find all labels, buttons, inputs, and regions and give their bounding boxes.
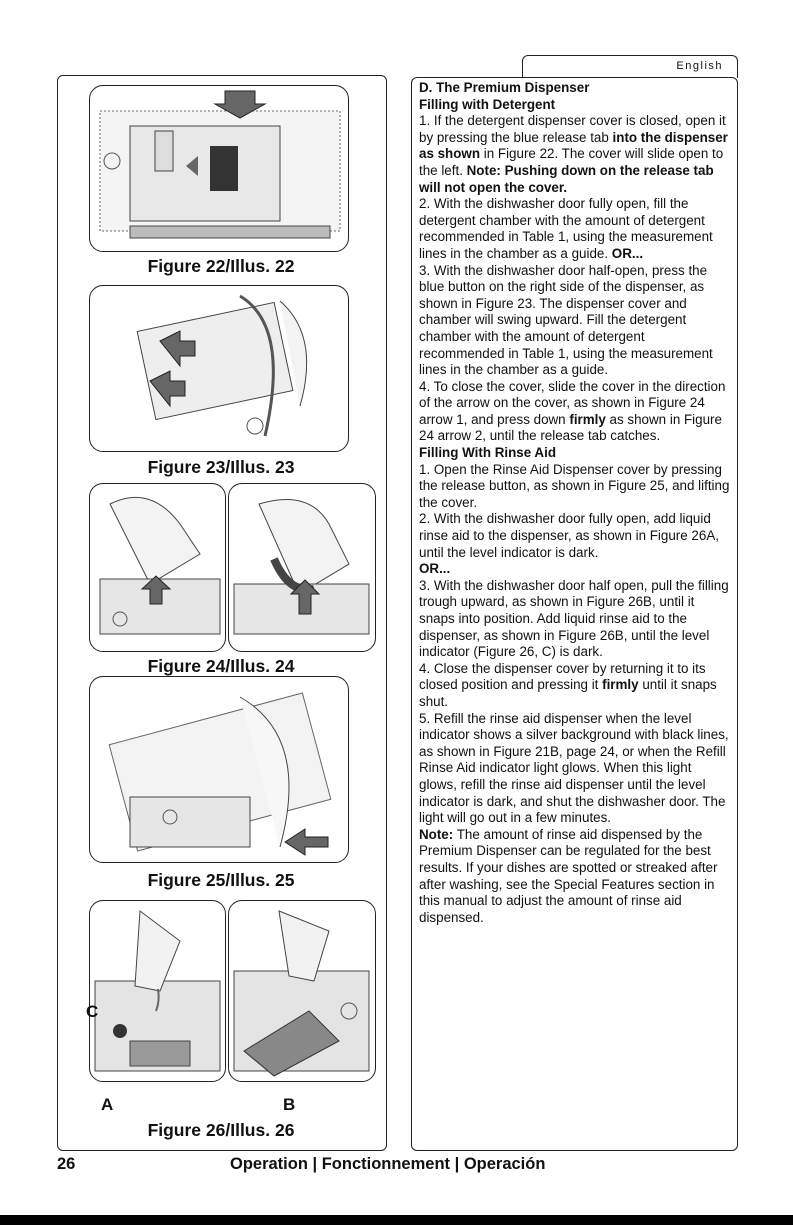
step-rinse-2: 2. With the dishwasher door fully open, add liquid rinse aid to the dispenser, as shown in Figure 26A, until the level indicator is dark.: [419, 511, 719, 560]
figure-25-illustration: [89, 676, 349, 863]
step-detergent-2: 2. With the dishwasher door fully open, fill the detergent chamber with the amount of detergent recommended in Table 1, using the measurement lines in the chamber as a guide. OR...: [419, 196, 713, 261]
step-rinse-5: 5. Refill the rinse aid dispenser when the level indicator shows a silver background with black lines, as shown in Figure 21B, page 24, or when the Refill Rinse Aid indicator light glows. When this light glows, refill the rinse aid dispenser until the level indicator is dark, and shut the dishwasher door. The light will go out in a few minutes.: [419, 710, 729, 826]
subtitle-rinse-aid: Filling With Rinse Aid: [419, 445, 556, 461]
step-detergent-3: 3. With the dishwasher door half-open, press the blue button on the right side of the dispenser, as shown in Figure 23. The dispenser cover and chamber will swing upward. Fill the detergent chamber with the amount of detergent recommended in Table 1, using the measurement lines in the chamber as a guide.: [419, 262, 713, 378]
figure-24-left-illustration: [89, 483, 226, 652]
bottom-rule: [0, 1215, 793, 1225]
step-detergent-1: 1. If the detergent dispenser cover is closed, open it by pressing the blue release tab into the dispenser as shown in Figure 22. The cover will slide open to the left. Note: Pushing down on the release tab will not open the cover.: [419, 113, 728, 195]
figure-26-label-b: B: [283, 1095, 296, 1114]
figure-22-illustration: [89, 85, 349, 252]
figure-23-illustration: [89, 285, 349, 452]
language-tab: [522, 55, 738, 78]
language-label: English: [676, 60, 723, 72]
subtitle-detergent: Filling with Detergent: [419, 96, 556, 112]
step-rinse-4: 4. Close the dispenser cover by returning it to its closed position and pressing it firmly until it snaps shut.: [419, 660, 717, 709]
figure-26a-illustration: [89, 900, 226, 1082]
page-number: 26: [57, 1155, 76, 1173]
note: Note: The amount of rinse aid dispensed by the Premium Dispenser can be regulated for the best results. If your dishes are spotted or streaked after after washing, see the Special Features section in this manual to adjust the amount of rinse aid dispensed.: [419, 826, 718, 925]
figure-26b-illustration: [228, 900, 376, 1082]
figure-24-caption: Figure 24/Illus. 24: [147, 656, 295, 676]
step-rinse-3: 3. With the dishwasher door half open, pull the filling trough upward, as shown in Figure 26B, until it snaps into position. Add liquid rinse aid to the dispenser, as shown in Figure 26B, until the level indicator (Figure 26, C) is dark.: [419, 577, 729, 660]
instructions-text: [419, 80, 733, 926]
page-footer: [0, 1155, 793, 1183]
figure-22-caption: Figure 22/Illus. 22: [147, 256, 295, 276]
step-detergent-4: 4. To close the cover, slide the cover in the direction of the arrow on the cover, as shown in Figure 24 arrow 1, and press down firmly as shown in Figure 24 arrow 2, until the release tab catches.: [419, 378, 726, 444]
figure-26-caption: Figure 26/Illus. 26: [147, 1120, 295, 1140]
figure-25-caption: Figure 25/Illus. 25: [147, 870, 295, 890]
rinse-or: OR...: [419, 561, 451, 577]
figure-26-label-c: C: [86, 1002, 99, 1021]
section-title: D. The Premium Dispenser: [419, 80, 590, 95]
figure-24-right-illustration: [228, 483, 376, 652]
figure-23-caption: Figure 23/Illus. 23: [147, 457, 295, 477]
footer-title: Operation | Fonctionnement | Operación: [230, 1155, 546, 1173]
figure-26-label-a: A: [101, 1095, 114, 1114]
step-rinse-1: 1. Open the Rinse Aid Dispenser cover by pressing the release button, as shown in Figure 25, and lifting the cover.: [419, 461, 730, 510]
